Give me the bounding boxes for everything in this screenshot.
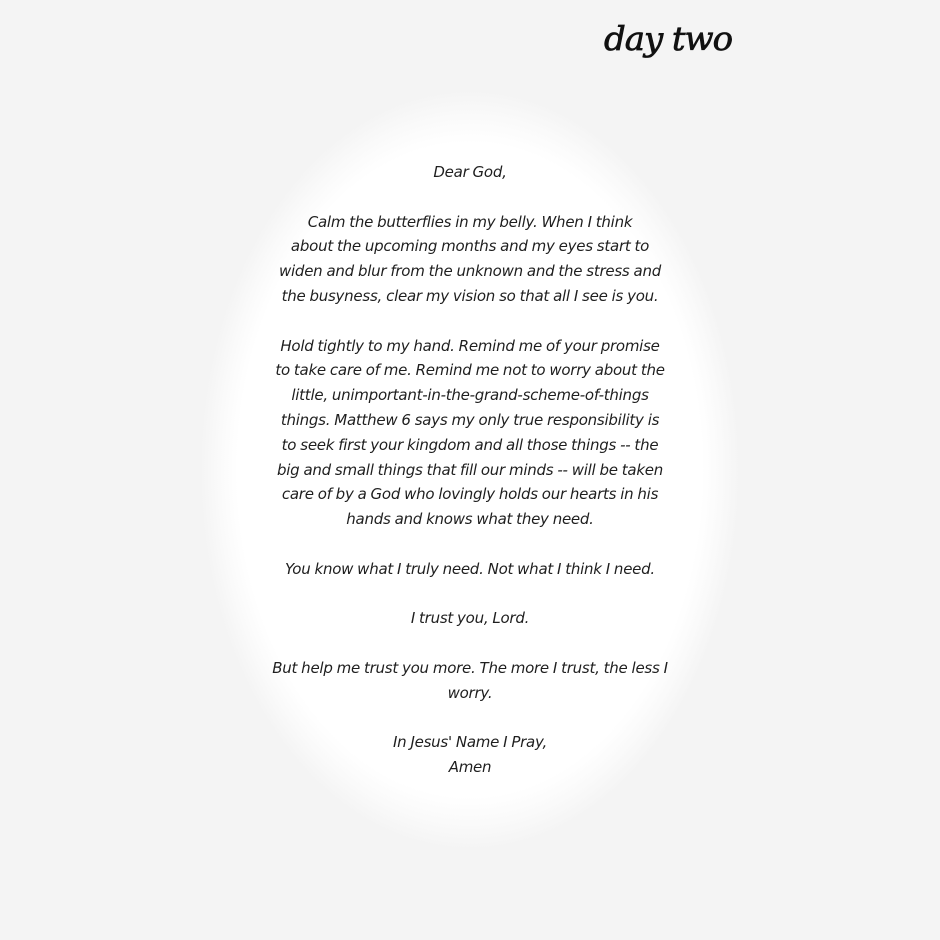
text-line: about the upcoming months and my eyes start to: [290, 237, 650, 256]
prayer-paragraph: [250, 210, 690, 309]
text-line: I trust you, Lord.: [410, 609, 530, 628]
text-line: You know what I truly need. Not what I think I need.: [285, 559, 655, 578]
prayer-paragraph: [250, 606, 690, 631]
text-line: things. Matthew 6 says my only true responsibility is: [280, 410, 660, 429]
text-line: care of by a God who lovingly holds our hearts in his: [281, 485, 659, 504]
text-line: big and small things that fill our minds -- will be taken: [276, 460, 664, 479]
text-line: But help me trust you more. The more I trust, the less I: [272, 658, 668, 677]
signature-amen: Amen: [448, 758, 492, 777]
text-line: Hold tightly to my hand. Remind me of your promise: [280, 336, 660, 355]
prayer-paragraph: [250, 334, 690, 532]
text-line: to seek first your kingdom and all those things -- the: [281, 435, 659, 454]
text-line: widen and blur from the unknown and the stress and: [279, 262, 661, 281]
text-line: hands and knows what they need.: [346, 510, 594, 529]
day-title-handwriting: [600, 12, 740, 68]
text-line: the busyness, clear my vision so that all I see is you.: [281, 286, 659, 305]
prayer-paragraph: [250, 656, 690, 706]
salutation: Dear God,: [433, 163, 507, 181]
text-line: worry.: [447, 683, 493, 702]
closing: [250, 730, 690, 780]
prayer-paragraph: [250, 557, 690, 582]
day-title-text: day two: [604, 19, 733, 58]
prayer-text: [250, 160, 690, 780]
day-title: [600, 12, 740, 68]
text-line: Calm the butterflies in my belly. When I think: [307, 212, 633, 231]
closing-line: In Jesus' Name I Pray,: [393, 733, 547, 752]
text-line: little, unimportant-in-the-grand-scheme-of-things: [291, 386, 649, 405]
text-line: to take care of me. Remind me not to worry about the: [275, 361, 665, 380]
